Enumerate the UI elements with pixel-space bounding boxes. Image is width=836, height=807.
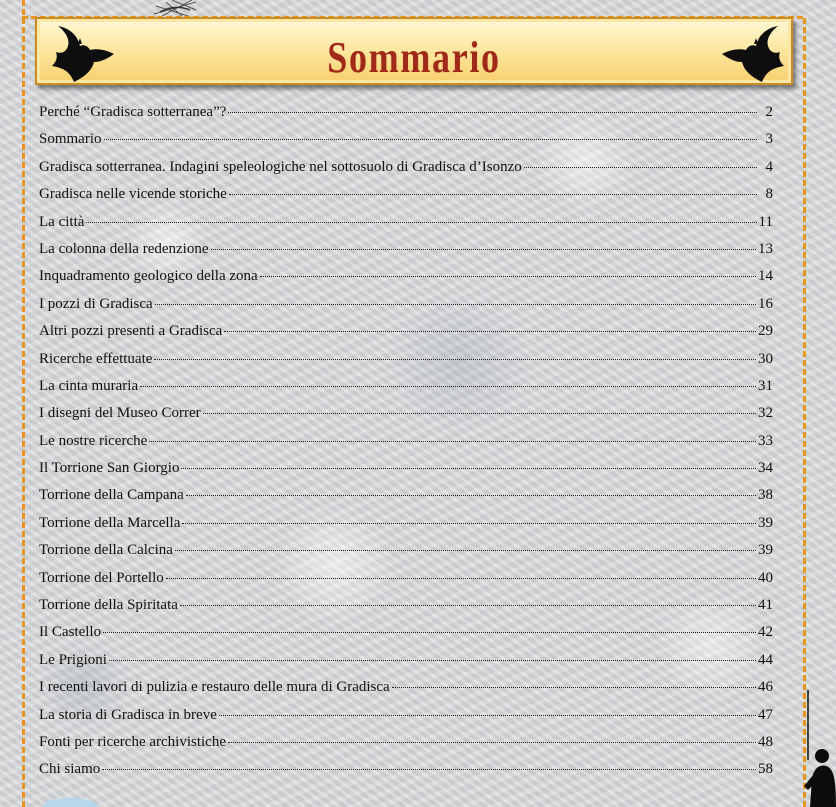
toc-dot-leader	[180, 604, 756, 606]
toc-entry-page-number: 33	[758, 432, 773, 449]
toc-entry-page-number: 32	[758, 405, 773, 422]
toc-dot-leader	[86, 221, 756, 223]
toc-entry	[39, 540, 773, 567]
toc-entry	[39, 403, 773, 430]
toc-dot-leader	[103, 631, 756, 633]
toc-entry-page-number: 31	[758, 377, 773, 394]
decorative-blob	[40, 796, 100, 807]
toc-entry-title: Chi siamo	[39, 761, 101, 778]
toc-entry-title: Ricerche effettuate	[39, 350, 153, 367]
page-frame-right	[803, 18, 806, 807]
toc-entry-title: Fonti per ricerche archivistiche	[39, 733, 227, 750]
toc-entry	[39, 431, 773, 458]
toc-dot-leader	[228, 111, 757, 113]
toc-entry	[39, 677, 773, 704]
toc-entry-title: La città	[39, 213, 85, 230]
toc-entry	[39, 650, 773, 677]
toc-entry	[39, 184, 773, 211]
toc-entry	[39, 294, 773, 321]
toc-entry	[39, 759, 773, 786]
toc-dot-leader	[203, 412, 756, 414]
toc-entry-page-number: 30	[758, 350, 773, 367]
toc-entry	[39, 321, 773, 348]
toc-dot-leader	[154, 358, 756, 360]
toc-entry-page-number: 13	[758, 240, 773, 257]
toc-dot-leader	[228, 741, 756, 743]
toc-entry-title: La cinta muraria	[39, 377, 139, 394]
toc-entry-title: Torrione della Marcella	[39, 514, 181, 531]
toc-dot-leader	[224, 330, 756, 332]
toc-entry	[39, 102, 773, 129]
toc-entry-title: Gradisca sotterranea. Indagini speleologiche nel sottosuolo di Gradisca d’Isonzo	[39, 158, 522, 175]
toc-entry	[39, 568, 773, 595]
toc-entry	[39, 129, 773, 156]
caver-silhouette-icon	[796, 690, 836, 807]
toc-entry-page-number: 14	[758, 268, 773, 285]
toc-entry-page-number: 39	[758, 514, 773, 531]
toc-entry-page-number: 2	[765, 104, 773, 120]
toc-entry	[39, 212, 773, 239]
toc-dot-leader	[219, 714, 756, 716]
toc-entry	[39, 349, 773, 376]
toc-entry-title: Perché “Gradisca sotterranea”?	[39, 104, 227, 120]
toc-dot-leader	[392, 686, 756, 688]
toc-entry	[39, 266, 773, 293]
toc-entry-title: La storia di Gradisca in breve	[39, 706, 217, 723]
toc-entry-page-number: 29	[758, 323, 773, 340]
toc-entry-page-number: 38	[758, 487, 773, 504]
toc-entry-title: Il Torrione San Giorgio	[39, 460, 180, 477]
toc-entry-page-number: 58	[758, 761, 773, 778]
toc-entry-title: Torrione della Calcina	[39, 542, 173, 559]
toc-entry	[39, 485, 773, 512]
table-of-contents	[39, 102, 773, 787]
toc-entry	[39, 622, 773, 649]
toc-dot-leader	[140, 385, 756, 387]
toc-entry-page-number: 8	[765, 186, 773, 203]
toc-entry	[39, 732, 773, 759]
toc-dot-leader	[109, 659, 756, 661]
toc-dot-leader	[155, 303, 756, 305]
toc-entry-page-number: 48	[758, 733, 773, 750]
toc-dot-leader	[524, 166, 757, 168]
toc-entry	[39, 376, 773, 403]
toc-entry-title: Sommario	[39, 131, 102, 148]
toc-entry-title: Torrione della Spiritata	[39, 597, 178, 614]
toc-entry-page-number: 34	[758, 460, 773, 477]
toc-entry-page-number: 42	[758, 624, 773, 641]
toc-entry	[39, 458, 773, 485]
toc-entry-title: I recenti lavori di pulizia e restauro delle mura di Gradisca	[39, 679, 390, 696]
toc-dot-leader	[229, 193, 757, 195]
toc-entry-title: I disegni del Museo Correr	[39, 405, 201, 422]
toc-entry-title: Le nostre ricerche	[39, 432, 148, 449]
spider-web-icon	[152, 0, 198, 16]
toc-entry-page-number: 39	[758, 542, 773, 559]
toc-entry-page-number: 40	[758, 569, 773, 586]
toc-entry	[39, 595, 773, 622]
toc-dot-leader	[186, 494, 756, 496]
toc-dot-leader	[175, 549, 756, 551]
toc-entry-title: La colonna della redenzione	[39, 240, 209, 257]
toc-entry-page-number: 4	[765, 158, 773, 175]
toc-dot-leader	[102, 768, 756, 770]
bat-icon-right	[716, 24, 792, 84]
toc-entry-page-number: 11	[758, 213, 773, 230]
toc-entry-title: Inquadramento geologico della zona	[39, 268, 258, 285]
toc-entry	[39, 239, 773, 266]
toc-entry-page-number: 46	[758, 679, 773, 696]
toc-entry-title: Altri pozzi presenti a Gradisca	[39, 323, 223, 340]
toc-dot-leader	[181, 467, 756, 469]
toc-entry-page-number: 44	[758, 651, 773, 668]
toc-entry-page-number: 41	[758, 597, 773, 614]
toc-entry-page-number: 16	[758, 295, 773, 312]
toc-entry-title: Il Castello	[39, 624, 102, 641]
toc-dot-leader	[211, 248, 757, 250]
page-title: Sommario	[327, 33, 501, 82]
toc-dot-leader	[166, 577, 756, 579]
toc-dot-leader	[149, 440, 756, 442]
toc-dot-leader	[260, 275, 756, 277]
toc-entry-title: Le Prigioni	[39, 651, 107, 668]
toc-entry-title: Torrione della Campana	[39, 487, 184, 504]
toc-entry-title: Gradisca nelle vicende storiche	[39, 186, 227, 203]
toc-entry	[39, 705, 773, 732]
title-banner	[35, 17, 793, 85]
toc-entry	[39, 157, 773, 184]
toc-dot-leader	[104, 138, 758, 140]
toc-entry	[39, 513, 773, 540]
toc-dot-leader	[182, 522, 756, 524]
page-frame-left	[22, 0, 25, 807]
toc-entry-title: Torrione del Portello	[39, 569, 164, 586]
toc-entry-title: I pozzi di Gradisca	[39, 295, 153, 312]
toc-entry-page-number: 3	[765, 131, 773, 148]
toc-entry-page-number: 47	[758, 706, 773, 723]
bat-icon-left	[44, 24, 120, 84]
